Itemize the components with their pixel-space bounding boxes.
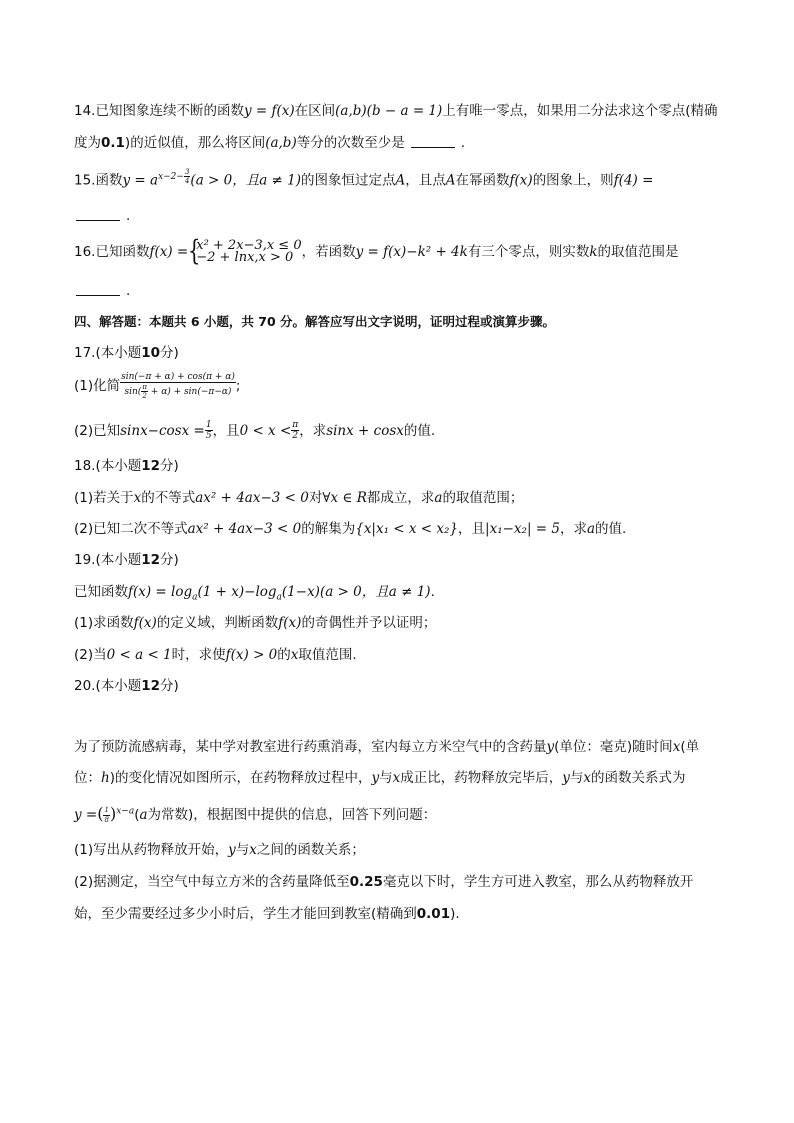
q20-part-2: (2)据测定，当空气中每立方米的含药量降低至0.25毫克以下时，学生方可进入教室，那么从药物释放开 — [74, 874, 694, 890]
simplify-fraction: sin(−π + α) + cos(π + α) sin( $\frac{\pi}{2}$ + α) + sin(−π−α) — [121, 372, 235, 401]
q20-text-line-2: 位：h)的变化情况如图所示，在药物释放过程中，y与x成正比，药物释放完毕后，y与x的函数关系式为 — [74, 770, 686, 786]
base-fraction: $\frac{1}{8}$ — [104, 806, 109, 824]
section-heading: 四、解答题：本题共 6 小题，共 70 分。解答应写出文字说明，证明过程或演算步骤。 — [74, 314, 556, 329]
q15-line-1: 15.函数$y = a^{x-2- \frac{3}{4}}$ (a > 0，且a ≠ 1)的图象恒过定点A，且点A在幂函数f(x)的图象上，则f(4) = — [74, 168, 654, 189]
q18-part-2: (2)已知二次不等式ax² + 4ax−3 < 0的解集为{x|x₁ < x < x₂}，且|x₁−x₂| = 5，求a的值. — [74, 521, 627, 537]
brace-icon: { — [188, 234, 201, 267]
exponent-fraction: $\frac{3}{4}$ — [184, 168, 190, 186]
answer-blank[interactable] — [76, 208, 120, 221]
q17-part-2: (2)已知sinx−cosx = $\frac{1}{5}$ ，且0 < x < $\frac{\pi}{2}$ ，求sinx + cosx的值. — [74, 420, 436, 442]
q19-given: 已知函数$f(x) = \log_a(1 + x)-\log_a(1-x)(a > 0$，且a ≠ 1). — [74, 584, 435, 603]
q17-part-1: (1)化简 sin(−π + α) + cos(π + α) sin( $\frac{\pi}{2}$ + α) + sin(−π−α) ; — [74, 372, 241, 401]
q20-heading: 20.(本小题12分) — [74, 678, 179, 694]
q19-part-1: (1)求函数f(x)的定义域，判断函数f(x)的奇偶性并予以证明； — [74, 615, 437, 631]
q16-line-2: . — [70, 281, 130, 301]
answer-blank[interactable] — [411, 135, 455, 148]
q17-heading: 17.(本小题10分) — [74, 345, 179, 361]
q19-heading: 19.(本小题12分) — [74, 552, 179, 568]
q20-text-line-1: 为了预防流感病毒，某中学对教室进行药熏消毒，室内每立方米空气中的含药量y(单位：毫克)随时间x(单 — [74, 739, 700, 755]
answer-blank[interactable] — [76, 283, 120, 296]
q18-heading: 18.(本小题12分) — [74, 458, 179, 474]
q18-part-1: (1)若关于x的不等式ax² + 4ax−3 < 0对∀x ∈ R都成立，求a的取值范围； — [74, 490, 524, 506]
piecewise-function: { x² + 2x−3,x ≤ 0 −2 + lnx,x > 0 — [188, 234, 302, 267]
q14-line-2: 度为0.1)的近似值，那么将区间(a,b)等分的次数至少是 . — [74, 135, 466, 151]
q16-line-1: 16.已知函数f(x) = { x² + 2x−3,x ≤ 0 −2 + lnx,x > 0 ，若函数y = f(x)−k² + 4k有三个零点，则实数k的取值范围是 — [74, 234, 679, 267]
q15-line-2: . — [70, 206, 130, 226]
q20-part-3: 始，至少需要经过多少小时后，学生才能回到教室(精确到0.01). — [74, 906, 460, 922]
q20-text-line-3: y =( $\frac{1}{8}$ )$^{x-a}$(a为常数)，根据图中提供的信息，回答下列问题： — [74, 804, 437, 824]
q19-part-2: (2)当0 < a < 1时，求使f(x) > 0的x取值范围. — [74, 647, 357, 663]
q14-line-1: 14.已知图象连续不断的函数y = f(x)在区间(a,b)(b − a = 1)上有唯一零点，如果用二分法求这个零点(精确 — [74, 103, 718, 119]
q20-part-1: (1)写出从药物释放开始，y与x之间的函数关系； — [74, 842, 365, 858]
